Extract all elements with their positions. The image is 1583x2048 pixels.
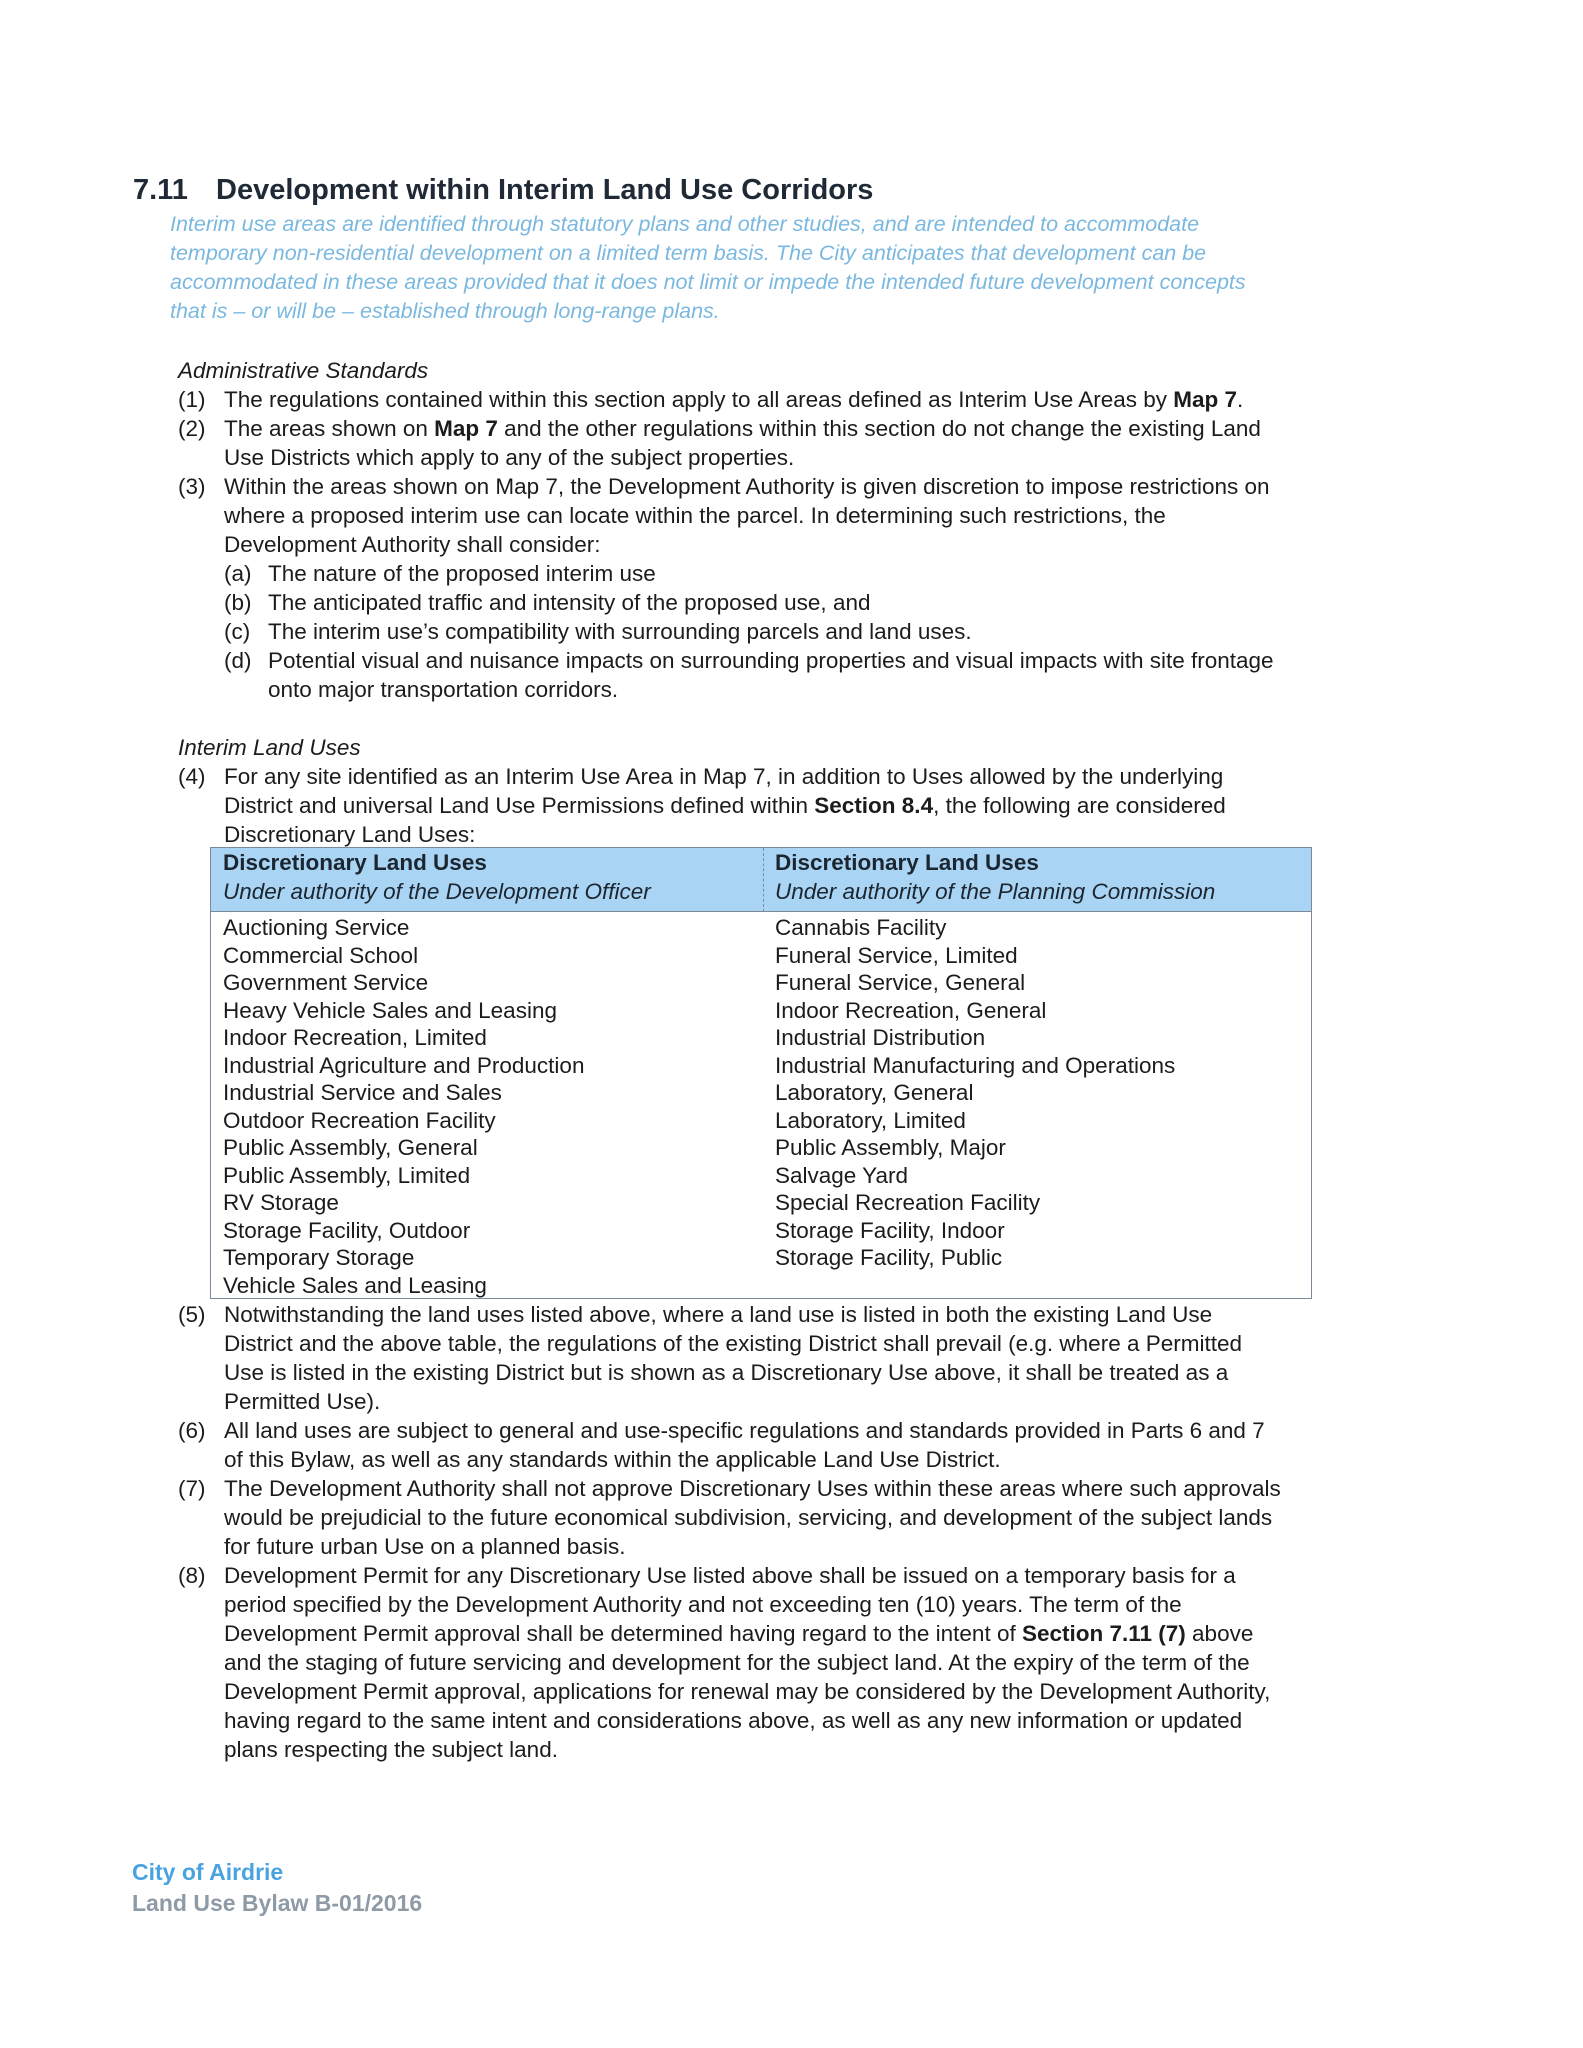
sub-clause-line: Potential visual and nuisance impacts on surrounding properties and visual impacts with site frontage [268, 648, 1274, 673]
clause-label: (8) [178, 1563, 206, 1588]
clause-label: (3) [178, 474, 206, 499]
clause-text: District and universal Land Use Permissions defined within [224, 793, 815, 818]
map-reference: Map 7 [434, 416, 498, 441]
clause-line [224, 414, 1418, 443]
clause-label: (5) [178, 1302, 206, 1327]
sub-clause-line: The nature of the proposed interim use [268, 561, 656, 586]
footer-organization: City of Airdrie [132, 1859, 284, 1885]
clause-line: of this Bylaw, as well as any standards within the applicable Land Use District. [224, 1447, 1001, 1472]
clause-2 [178, 414, 1418, 472]
table-cell: Laboratory, Limited [775, 1107, 966, 1133]
table-cell: Public Assembly, Limited [223, 1162, 471, 1188]
table-cell: Public Assembly, General [223, 1135, 478, 1160]
clause-text: . [1237, 387, 1244, 412]
interim-land-uses-heading: Interim Land Uses [178, 735, 361, 760]
clause-text: The areas shown on [224, 416, 435, 441]
clause-line: where a proposed interim use can locate within the parcel. In determining such restrictions, the [224, 503, 1166, 528]
clause-line: All land uses are subject to general and use-specific regulations and standards provided in Parts 6 and 7 [224, 1418, 1265, 1443]
clause-line [224, 791, 1418, 820]
table-cell: Outdoor Recreation Facility [223, 1107, 496, 1133]
clause-line: Discretionary Land Uses: [224, 822, 476, 847]
clause-line: and the staging of future servicing and development for the subject land. At the expiry of the term of the [224, 1650, 1250, 1675]
clause-7 [178, 1474, 1418, 1561]
table-cell: Vehicle Sales and Leasing [223, 1272, 487, 1298]
clause-line: Permitted Use). [224, 1389, 381, 1414]
clause-label: (4) [178, 764, 206, 789]
section-intro [170, 210, 1410, 326]
table-cell: Industrial Distribution [775, 1025, 986, 1050]
left-header-subtitle: Under authority of the Development Officer [223, 879, 651, 904]
table-cell: Cannabis Facility [775, 915, 947, 940]
table-cell: Heavy Vehicle Sales and Leasing [223, 997, 557, 1023]
table-cell: Funeral Service, General [775, 970, 1026, 995]
clause-line [224, 1619, 1418, 1648]
clause-line: Within the areas shown on Map 7, the Development Authority is given discretion to impose restrictions on [224, 474, 1270, 499]
clause-text: The regulations contained within this section apply to all areas defined as Interim Use Areas by [224, 387, 1174, 412]
sub-clause-line: onto major transportation corridors. [268, 677, 619, 702]
clause-line [224, 385, 1418, 414]
clause-label: (6) [178, 1418, 206, 1443]
section-number: 7.11 [133, 174, 188, 206]
clause-line: having regard to the same intent and considerations above, as well as any new information or updated [224, 1708, 1243, 1733]
clause-4 [178, 762, 1418, 849]
sub-clause-line: The anticipated traffic and intensity of the proposed use, and [268, 590, 871, 615]
table-cell: Indoor Recreation, General [775, 997, 1047, 1023]
table-cell: Temporary Storage [223, 1245, 415, 1270]
administrative-standards-heading: Administrative Standards [178, 358, 429, 383]
table-header-right [775, 848, 1215, 906]
clause-text: above [1185, 1621, 1254, 1646]
clause-label: (7) [178, 1476, 206, 1501]
clause-line: would be prejudicial to the future economical subdivision, servicing, and development of the subject lands [224, 1505, 1273, 1530]
clause-label: (1) [178, 387, 206, 412]
table-cell: Industrial Manufacturing and Operations [775, 1052, 1176, 1078]
sub-clause-label: (a) [224, 561, 252, 586]
intro-line: temporary non-residential development on a limited term basis. The City anticipates that development can be [170, 241, 1207, 265]
clause-line: Development Authority shall consider: [224, 532, 601, 557]
table-cell: Funeral Service, Limited [775, 942, 1018, 968]
clause-3 [178, 472, 1418, 559]
table-cell: Salvage Yard [775, 1162, 909, 1188]
sub-clause-label: (b) [224, 590, 252, 615]
right-header-subtitle: Under authority of the Planning Commission [775, 879, 1216, 904]
right-header-title: Discretionary Land Uses [775, 850, 1039, 875]
clause-line: District and the above table, the regulations of the existing District shall prevail (e.g. where a Permitted [224, 1331, 1243, 1356]
table-cell: Auctioning Service [223, 915, 410, 940]
discretionary-uses-table [210, 847, 1312, 1299]
sub-clause-label: (c) [224, 619, 251, 644]
table-cell: Storage Facility, Public [775, 1245, 1003, 1270]
table-header-left [223, 848, 651, 906]
table-cell: Government Service [223, 970, 429, 995]
clause-text: Development Permit approval shall be determined having regard to the intent of [224, 1621, 1022, 1646]
intro-line: that is – or will be – established through long-range plans. [170, 299, 720, 323]
sub-clause-line: The interim use’s compatibility with surrounding parcels and land uses. [268, 619, 972, 644]
left-column [223, 914, 584, 1299]
clause-label: (2) [178, 416, 206, 441]
table-cell: Industrial Service and Sales [223, 1080, 502, 1105]
footer-document-title: Land Use Bylaw B-01/2016 [132, 1890, 423, 1916]
clause-6 [178, 1416, 1418, 1474]
sub-clause-b [224, 588, 1424, 617]
clause-line: For any site identified as an Interim Use Area in Map 7, in addition to Uses allowed by the underlying [224, 764, 1224, 789]
clause-line: Use is listed in the existing District but is shown as a Discretionary Use above, it shall be treated as a [224, 1360, 1229, 1385]
clause-text: , the following are considered [933, 793, 1226, 818]
sub-clause-c [224, 617, 1424, 646]
clause-1 [178, 385, 1418, 414]
table-cell: Laboratory, General [775, 1080, 974, 1105]
clause-line: Development Permit approval, applications for renewal may be considered by the Development Authority, [224, 1679, 1271, 1704]
clause-line: Notwithstanding the land uses listed above, where a land use is listed in both the existing Land Use [224, 1302, 1213, 1327]
header-divider [763, 848, 764, 912]
section-title [133, 174, 873, 207]
clause-line: period specified by the Development Authority and not exceeding ten (10) years. The term of the [224, 1592, 1182, 1617]
clause-8 [178, 1561, 1418, 1764]
table-cell: RV Storage [223, 1190, 339, 1215]
table-cell: Industrial Agriculture and Production [223, 1052, 585, 1078]
clause-text: and the other regulations within this section do not change the existing Land [497, 416, 1261, 441]
left-header-title: Discretionary Land Uses [223, 850, 487, 875]
clause-5 [178, 1300, 1418, 1416]
clause-line: The Development Authority shall not approve Discretionary Uses within these areas where such approvals [224, 1476, 1281, 1501]
table-cell: Storage Facility, Outdoor [223, 1217, 471, 1243]
clause-line: for future urban Use on a planned basis. [224, 1534, 626, 1559]
intro-line: Interim use areas are identified through statutory plans and other studies, and are intended to accommodate [170, 212, 1200, 236]
sub-clause-a [224, 559, 1424, 588]
section-reference: Section 7.11 (7) [1021, 1621, 1186, 1646]
clause-line: Development Permit for any Discretionary Use listed above shall be issued on a temporary basis for a [224, 1563, 1236, 1588]
table-cell: Commercial School [223, 942, 419, 968]
table-cell: Special Recreation Facility [775, 1190, 1041, 1215]
section-reference: Section 8.4 [814, 793, 934, 818]
clause-line: Use Districts which apply to any of the subject properties. [224, 445, 795, 470]
table-cell: Indoor Recreation, Limited [223, 1025, 487, 1050]
clause-line: plans respecting the subject land. [224, 1737, 558, 1762]
right-column [775, 914, 1175, 1272]
section-title-text: Development within Interim Land Use Corridors [216, 174, 874, 206]
map-reference: Map 7 [1173, 387, 1238, 412]
sub-clause-d [224, 646, 1424, 704]
table-cell: Public Assembly, Major [775, 1135, 1006, 1160]
intro-line: accommodated in these areas provided that it does not limit or impede the intended future development concepts [170, 270, 1246, 294]
sub-clause-label: (d) [224, 648, 252, 673]
table-cell: Storage Facility, Indoor [775, 1217, 1005, 1243]
